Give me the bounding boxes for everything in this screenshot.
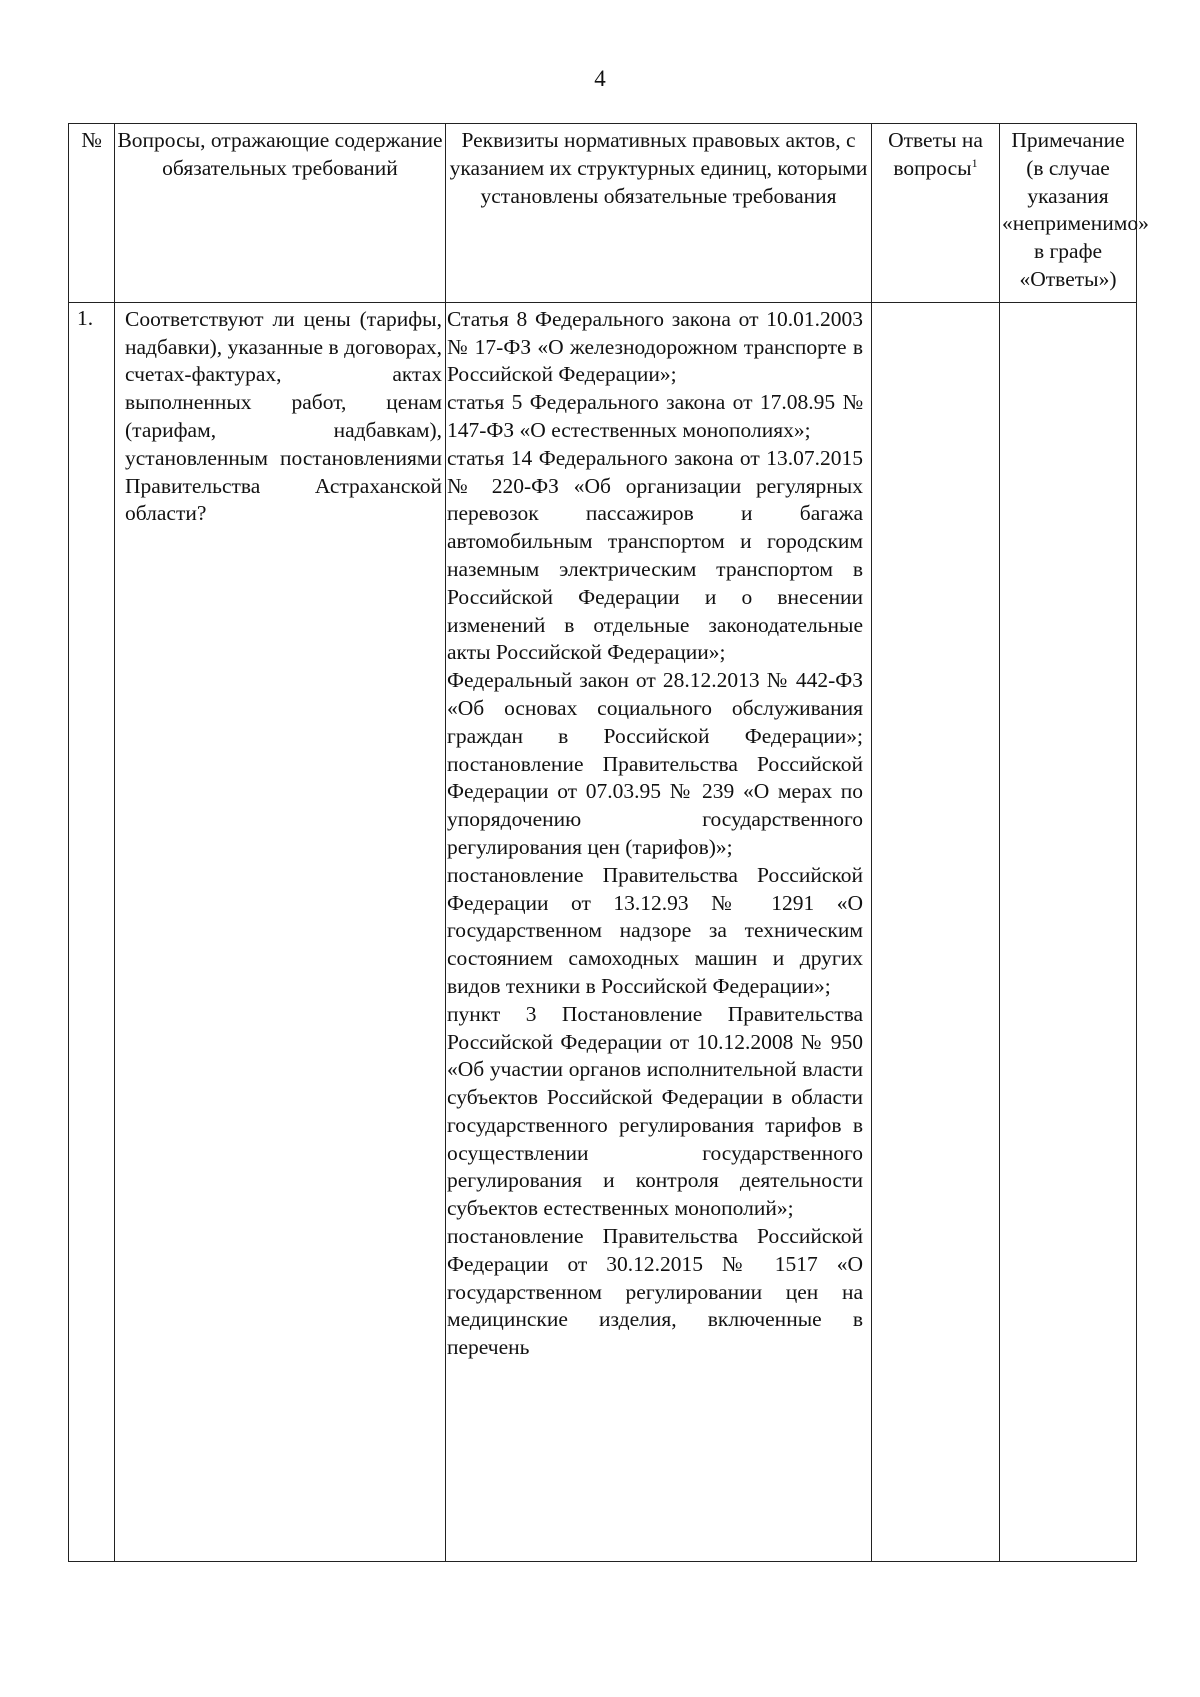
header-note: Примечание (в случае указания «неприменимо» в графе «Ответы») xyxy=(1000,124,1137,303)
requisites-cell xyxy=(446,302,872,1561)
header-requisites: Реквизиты нормативных правовых актов, с указанием их структурных единиц, которыми установлены обязательные требования xyxy=(446,124,872,303)
table-row xyxy=(69,302,1137,1561)
note-cell xyxy=(1000,302,1137,1561)
requisite-item: статья 5 Федерального закона от 17.08.95 № 147-ФЗ «О естественных монополиях»; xyxy=(447,390,863,442)
requisite-item: Статья 8 Федерального закона от 10.01.2003 № 17-ФЗ «О железнодорожном транспорте в Российской Федерации»; xyxy=(447,306,863,387)
requisite-item: постановление Правительства Российской Федерации от 30.12.2015 № 1517 «О государственном регулировании цен на медицинские изделия, включенные в перечень xyxy=(447,1224,863,1360)
row-number: 1. xyxy=(69,302,115,1561)
question-cell: Соответствуют ли цены (тарифы, надбавки), указанные в договорах, счетах-фактурах, актах выполненных работ, ценам (тарифам, надбавкам), установленным постановлениями Правительства Астраханской области? xyxy=(115,302,446,1561)
requisite-item: пункт 3 Постановление Правительства Российской Федерации от 10.12.2008 № 950 «Об участии органов исполнительной власти субъектов Российской Федерации в области государственного регулирования тарифов в осуществлении государственного регулирования и контроля деятельности субъектов естественных монополий»; xyxy=(447,1001,863,1221)
table-header-row xyxy=(69,124,1137,303)
header-no: № xyxy=(69,124,115,303)
footnote-marker: 1 xyxy=(971,155,978,170)
header-questions: Вопросы, отражающие содержание обязательных требований xyxy=(115,124,446,303)
header-answers-label: Ответы на вопросы xyxy=(888,128,983,180)
answer-cell xyxy=(872,302,1000,1561)
header-answers xyxy=(872,124,1000,303)
requisite-item: Федеральный закон от 28.12.2013 № 442-ФЗ «Об основах социального обслуживания граждан в Российской Федерации»; постановление Правительства Российской Федерации от 07.03.95 № 239 «О мерах по упорядочению государственного регулирования цен (тарифов)»; xyxy=(447,668,863,859)
requisite-item: статья 14 Федерального закона от 13.07.2015 № 220-ФЗ «Об организации регулярных перевозок пассажиров и багажа автомобильным транспортом и городским наземным электрическим транспортом в Российской Федерации и о внесении изменений в отдельные законодательные акты Российской Федерации»; xyxy=(447,445,863,665)
requisite-item: постановление Правительства Российской Федерации от 13.12.93 № 1291 «О государственном надзоре за техническим состоянием самоходных машин и других видов техники в Российской Федерации»; xyxy=(447,862,863,998)
requirements-table xyxy=(68,123,1149,1562)
page-number: 4 xyxy=(594,66,606,91)
